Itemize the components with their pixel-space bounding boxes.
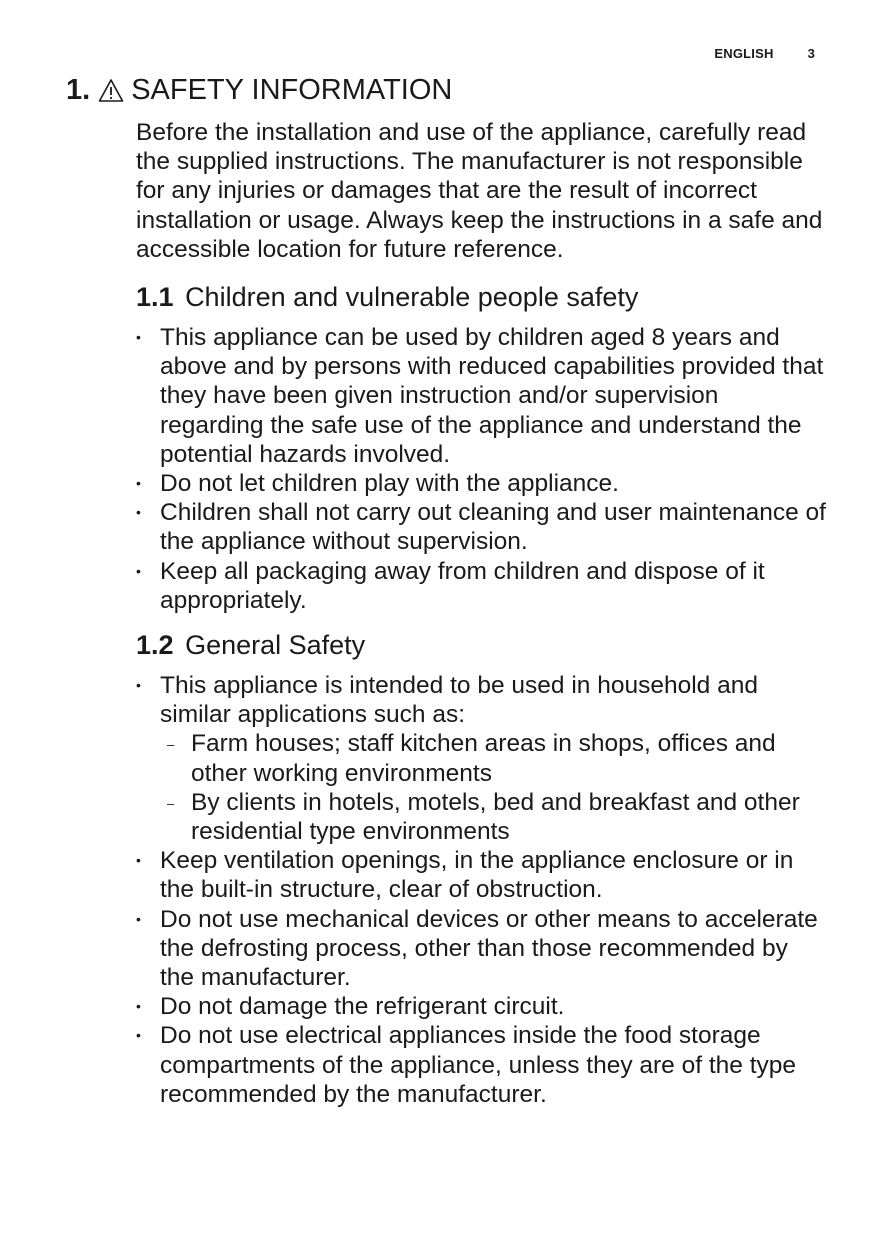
section-1-2-title — [136, 629, 826, 661]
list-item: • This appliance can be used by children aged 8 years and above and by persons with reduced capabilities provided that they have been given instruction and/or supervision regarding the safe use of the appliance and understand the potential hazards involved. — [136, 323, 826, 469]
chapter-heading-text: SAFETY INFORMATION — [131, 74, 453, 106]
list-item: • Keep all packaging away from children and dispose of it appropriately. — [136, 557, 826, 615]
sub-list — [160, 729, 826, 846]
section-1-1-list — [136, 323, 826, 615]
sub-list-item: – By clients in hotels, motels, bed and breakfast and other residential type environments — [160, 788, 826, 846]
list-item: • Do not damage the refrigerant circuit. — [136, 992, 826, 1021]
chapter-number: 1. — [66, 74, 91, 106]
chapter-title — [66, 74, 452, 107]
list-item: • Do not let children play with the appliance. — [136, 469, 826, 498]
running-header — [714, 46, 815, 61]
list-item-text: This appliance is intended to be used in household and similar applications such as: — [160, 672, 758, 729]
sub-list-item: – Farm houses; staff kitchen areas in shops, offices and other working environments — [160, 729, 826, 787]
section-1-1-number: 1.1 — [136, 282, 174, 313]
section-1-2-list — [136, 671, 826, 1109]
page-number: 3 — [807, 46, 815, 61]
list-item: • Do not use electrical appliances inside the food storage compartments of the appliance, unless they are of the type recommended by the manufacturer. — [136, 1021, 826, 1109]
list-item: • Children shall not carry out cleaning and user maintenance of the appliance without supervision. — [136, 498, 826, 556]
section-1-2-number: 1.2 — [136, 630, 174, 661]
list-item — [136, 671, 826, 846]
warning-triangle-icon — [98, 78, 124, 103]
language-label: ENGLISH — [714, 46, 774, 61]
section-1-1-heading: Children and vulnerable people safety — [185, 282, 639, 313]
section-1-2-heading: General Safety — [185, 630, 366, 661]
page-content — [136, 118, 826, 1123]
intro-paragraph: Before the installation and use of the appliance, carefully read the supplied instructions. The manufacturer is not responsible for any injuries or damages that are the result of incorrect installation or usage. Always keep the instructions in a safe and accessible location for future reference. — [136, 119, 823, 263]
list-item: • Keep ventilation openings, in the appliance enclosure or in the built-in structure, clear of obstruction. — [136, 846, 826, 904]
section-1-1-title — [136, 281, 826, 313]
list-item: • Do not use mechanical devices or other means to accelerate the defrosting process, other than those recommended by the manufacturer. — [136, 905, 826, 993]
